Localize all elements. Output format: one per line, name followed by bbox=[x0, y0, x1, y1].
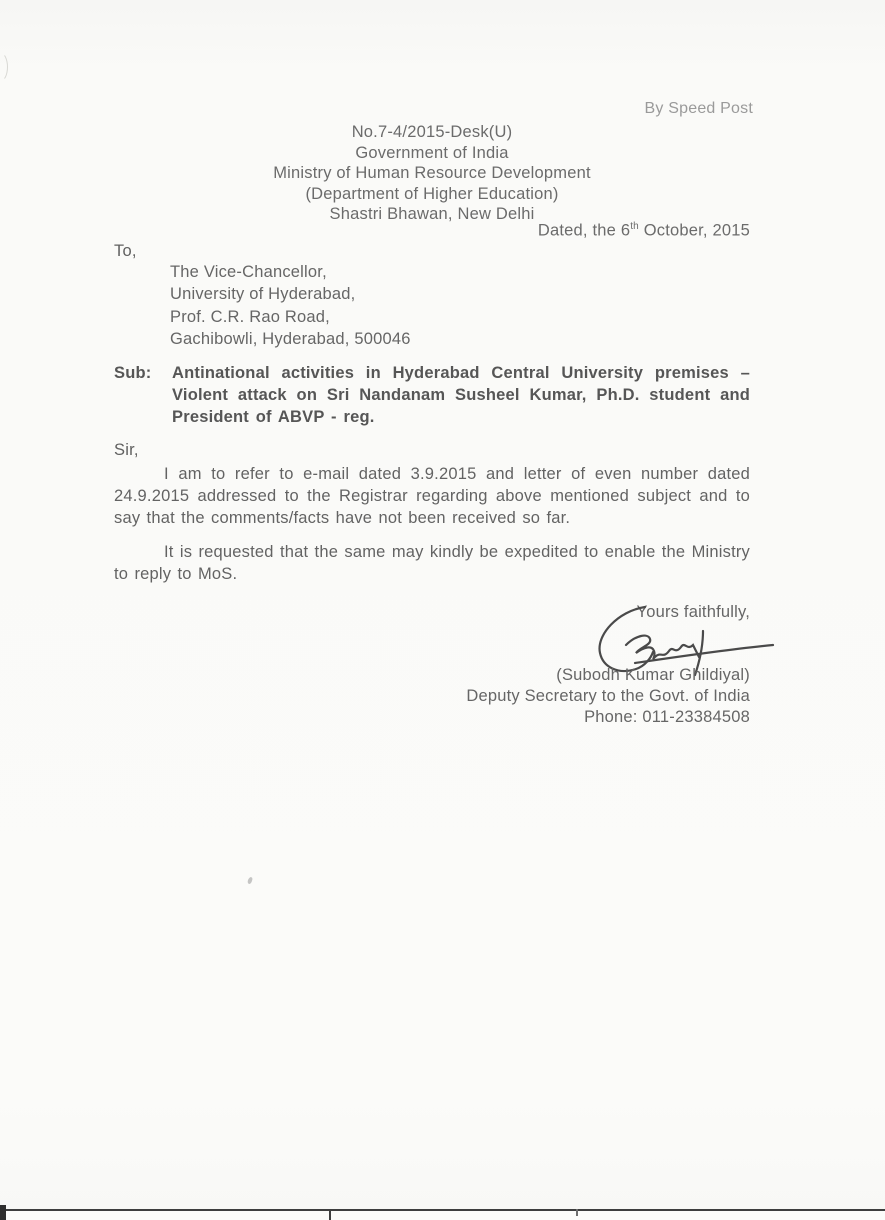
to-label: To, bbox=[114, 242, 137, 260]
letterhead bbox=[114, 122, 750, 225]
scan-next-page-edge bbox=[0, 1211, 885, 1220]
recipient-address bbox=[170, 261, 411, 350]
body-paragraph-1: I am to refer to e-mail dated 3.9.2015 and letter of even number dated 24.9.2015 addressed to the Registrar regarding above mentioned subject and to say that the comments/facts have not been received so far. bbox=[114, 465, 750, 527]
signatory-name: (Subodh Kumar Ghildiyal) bbox=[556, 666, 750, 684]
date-ordinal-suffix: th bbox=[630, 221, 639, 232]
org-government: Government of India bbox=[355, 143, 509, 162]
subject-line bbox=[114, 362, 750, 428]
body-paragraph-2: It is requested that the same may kindly be expedited to enable the Ministry to reply to MoS. bbox=[114, 543, 750, 583]
org-ministry: Ministry of Human Resource Development bbox=[273, 164, 591, 182]
org-address: Shastri Bhawan, New Delhi bbox=[329, 205, 535, 223]
signatory-designation: Deputy Secretary to the Govt. of India bbox=[466, 687, 750, 705]
scan-corner-mark bbox=[0, 1205, 6, 1220]
recipient-line: The Vice-Chancellor, bbox=[170, 263, 327, 281]
org-department: (Department of Higher Education) bbox=[305, 184, 559, 203]
file-number: No.7-4/2015-Desk(U) bbox=[351, 123, 513, 141]
dispatch-mode-label: By Speed Post bbox=[644, 100, 753, 117]
recipient-line: Gachibowli, Hyderabad, 500046 bbox=[170, 329, 411, 348]
date-suffix: October, 2015 bbox=[638, 221, 750, 240]
salutation: Sir, bbox=[114, 441, 139, 459]
signatory-phone: Phone: 011-23384508 bbox=[584, 708, 750, 726]
subject-label: Sub: bbox=[114, 364, 152, 382]
date-line bbox=[114, 221, 750, 241]
scan-bottom-line bbox=[0, 1209, 885, 1211]
scan-tick-mark bbox=[576, 1209, 578, 1216]
subject-text: Antinational activities in Hyderabad Central University premises – Violent attack on Sri Nandanam Susheel Kumar, Ph.D. student and President of ABVP - reg. bbox=[172, 364, 750, 426]
date-prefix: Dated, the 6 bbox=[537, 221, 631, 240]
recipient-line: University of Hyderabad, bbox=[170, 285, 356, 304]
recipient-line: Prof. C.R. Rao Road, bbox=[170, 307, 330, 326]
signature-scrawl-stroke bbox=[626, 636, 699, 659]
scan-tick-mark bbox=[329, 1209, 331, 1220]
scan-edge-artifact bbox=[0, 52, 8, 82]
scan-speck-artifact bbox=[247, 877, 253, 885]
closing-phrase: Yours faithfully, bbox=[636, 603, 750, 621]
signature-cross-stroke bbox=[635, 645, 773, 663]
